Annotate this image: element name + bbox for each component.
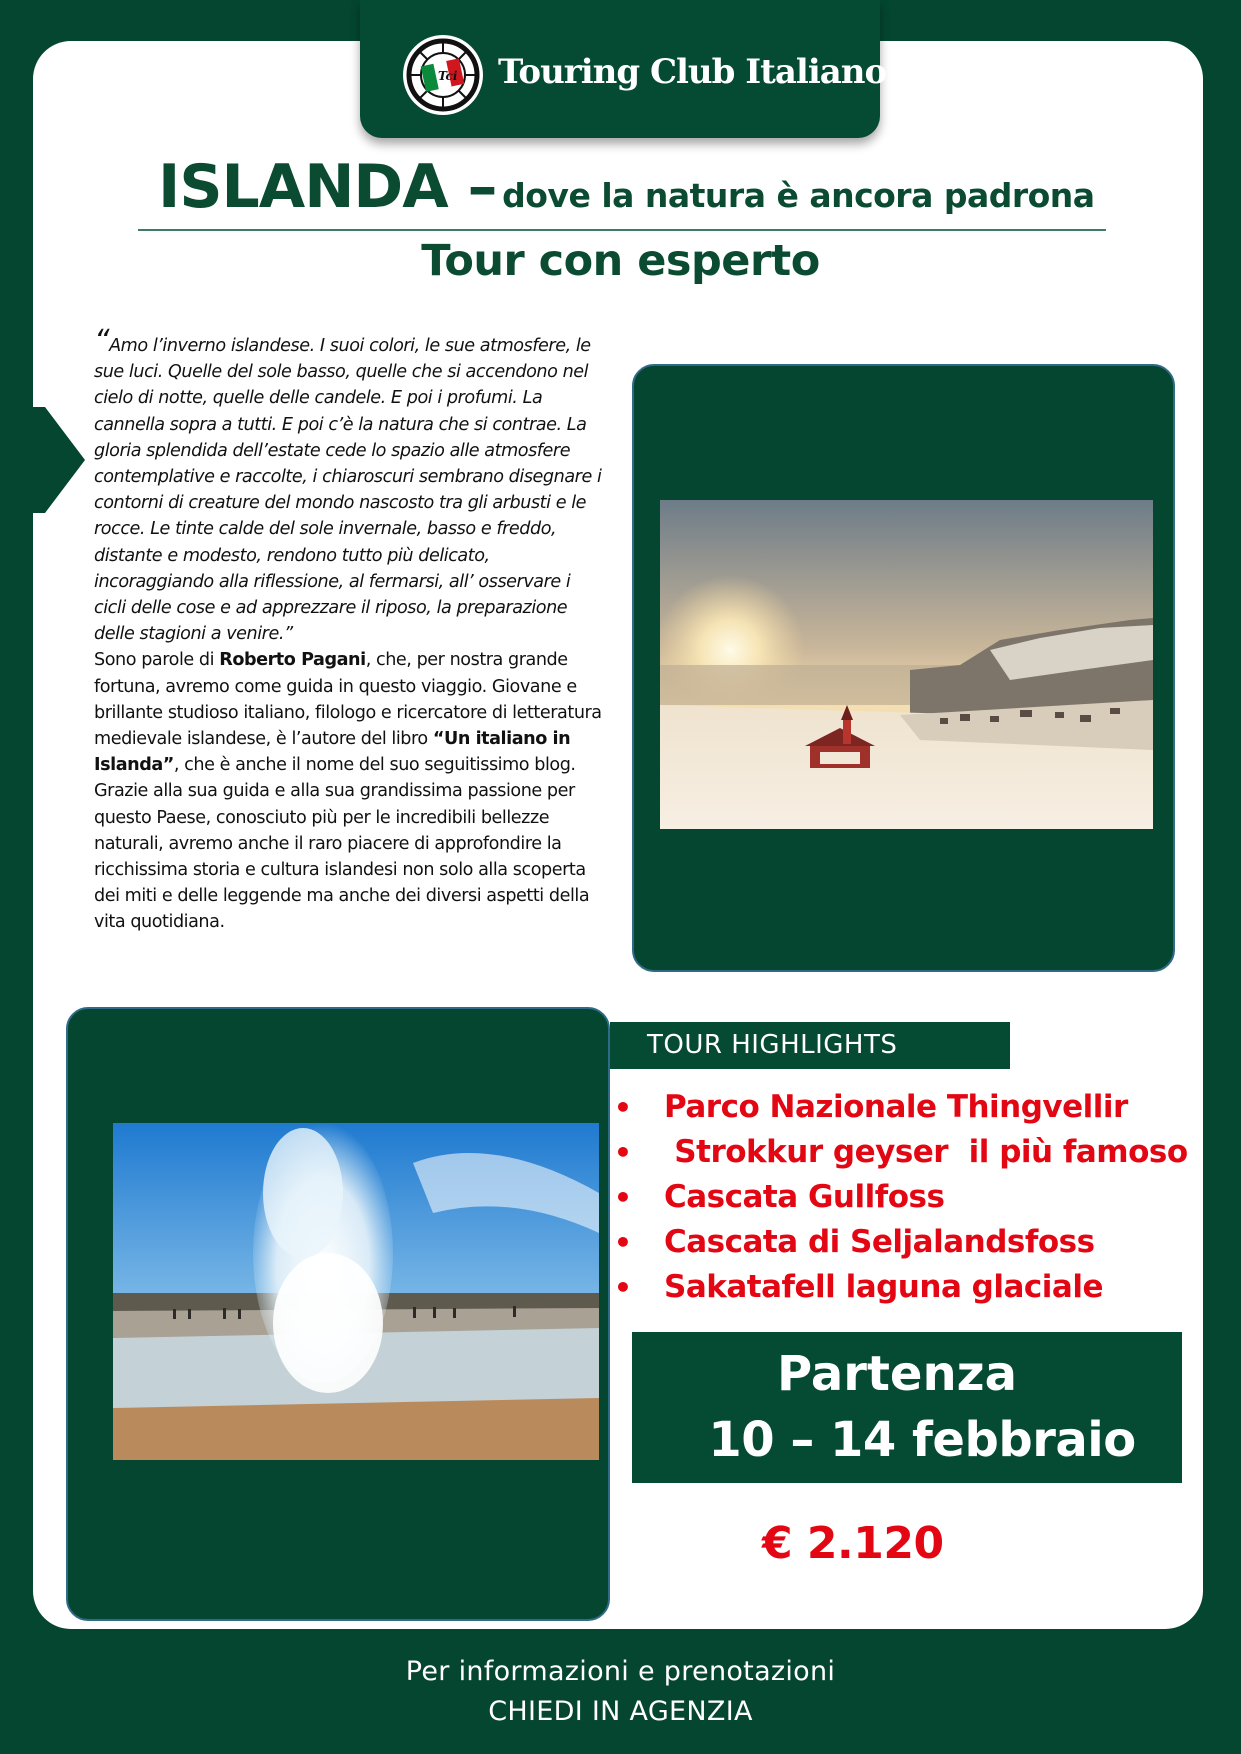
bullet: • <box>614 1181 632 1214</box>
svg-text:Tci: Tci <box>438 69 458 83</box>
bullet: • <box>614 1091 632 1124</box>
footer-info: Per informazioni e prenotazioni <box>405 1656 836 1687</box>
intro-paragraph-2: Grazie alla sua guida e alla sua grandissima passione per questo Paese, conosciuto più per le incredibili bellezze naturali, avremo anche il raro piacere di approfondire la ricchissima storia e cultura islandesi non solo alla scoperta dei miti e delle leggende ma anche dei diversi aspetti della vita quotidiana. <box>94 781 590 933</box>
page-title <box>158 152 1095 222</box>
departure-dates: 10 – 14 febbraio <box>708 1412 1136 1468</box>
guide-text-1: , che, per nostra grande fortuna, avremo come guida in questo viaggio. Giovane e brillante studioso italiano, filologo e ricercatore di letteratura medievale islandese, è l’autore del libro <box>94 650 602 750</box>
highlights-list <box>614 1085 1188 1310</box>
brand-name: Touring Club Italiano <box>498 52 887 92</box>
departure-label: Partenza <box>777 1346 1017 1402</box>
highlight-item: • Sakatafell laguna glaciale <box>614 1265 1188 1310</box>
footer-cta: CHIEDI IN AGENZIA <box>488 1696 753 1727</box>
highlight-item: • Strokkur geyser il più famoso <box>614 1130 1188 1175</box>
bullet: • <box>614 1271 632 1304</box>
geyser-photo <box>113 1123 599 1460</box>
brand-header <box>360 0 887 138</box>
intro-quote: Amo l’inverno islandese. I suoi colori, le sue atmosfere, le sue luci. Quelle del sole basso, quelle che si accendono nel cielo di notte, quelle delle candele. E poi i profumi. La cannella sopra a tutti. E poi c’è la natura che si contrae. La gloria splendida dell’estate cede lo spazio alle atmosfere contemplative e raccolte, i chiaroscuri sembrano disegnare i contorni di creature del mondo nascosto tra gli arbusti e le rocce. Le tinte calde del sole invernale, basso e freddo, distante e modesto, rendono tutto più delicato, incoraggiando alla riflessione, al fermarsi, all’ osservare i cicli delle cose e ad apprezzare il riposo, la preparazione delle stagioni a venire.” <box>94 336 602 645</box>
intro-text <box>94 324 604 936</box>
bullet: • <box>614 1226 632 1259</box>
guide-prefix: Sono parole di <box>94 650 215 671</box>
departure-box <box>632 1332 1182 1483</box>
highlight-item: • Cascata di Seljalandsfoss <box>614 1220 1188 1265</box>
guide-name: Roberto Pagani <box>219 650 366 671</box>
winter-village-photo <box>660 500 1153 829</box>
title-tagline: dove la natura è ancora padrona <box>502 176 1095 215</box>
highlight-item: • Cascata Gullfoss <box>614 1175 1188 1220</box>
page-subtitle: Tour con esperto <box>421 236 820 286</box>
title-main: ISLANDA – <box>158 152 497 222</box>
guide-text-2: , che è anche il nome del suo seguitissimo blog. <box>173 755 576 776</box>
tci-logo-emblem <box>402 34 484 116</box>
highlights-heading: TOUR HIGHLIGHTS <box>610 1022 1010 1069</box>
price: € 2.120 <box>762 1518 944 1569</box>
title-divider <box>138 229 1106 231</box>
book-title: “Un italiano in Islanda” <box>94 729 571 776</box>
highlight-item: • Parco Nazionale Thingvellir <box>614 1085 1188 1130</box>
quote-mark: “ <box>94 324 110 359</box>
footer <box>0 1652 1241 1732</box>
bullet: • <box>614 1136 632 1169</box>
